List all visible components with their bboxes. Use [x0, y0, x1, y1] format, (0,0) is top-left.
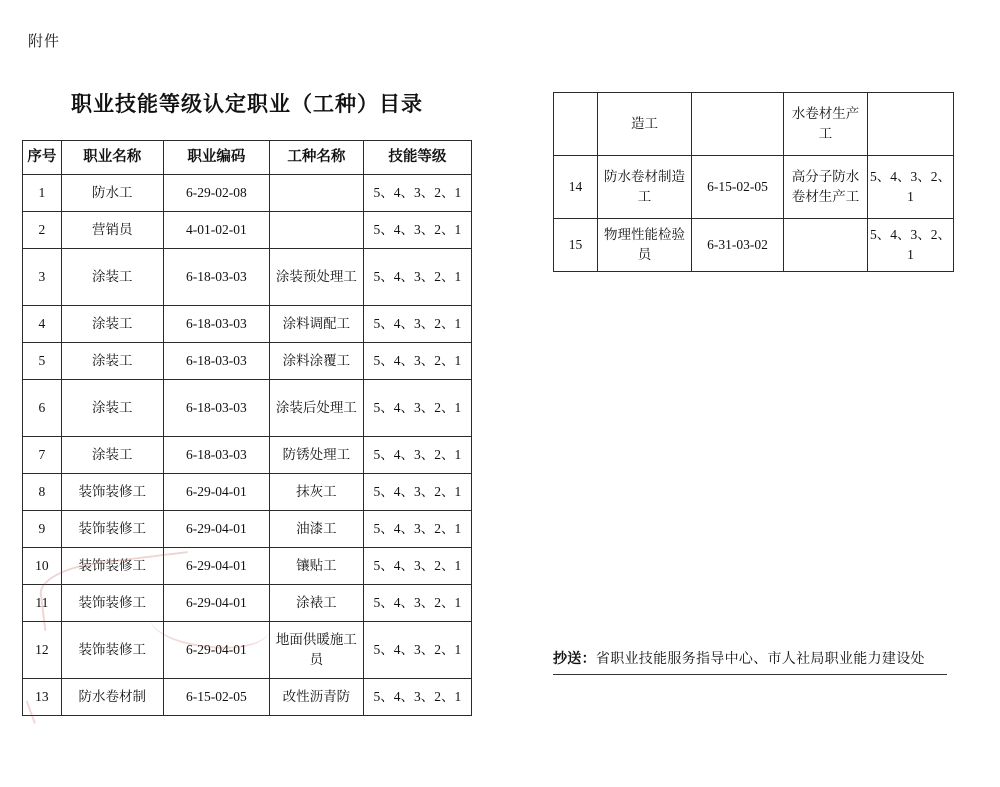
cell-job: 涂装预处理工 — [269, 249, 363, 306]
cell-job: 改性沥青防 — [269, 679, 363, 716]
table-row — [554, 156, 954, 219]
cell-name: 装饰装修工 — [61, 585, 163, 622]
cell-code: 6-18-03-03 — [163, 249, 269, 306]
cell-job: 防锈处理工 — [269, 437, 363, 474]
cell-no: 6 — [23, 380, 62, 437]
cell-name: 涂装工 — [61, 306, 163, 343]
cell-name: 涂装工 — [61, 343, 163, 380]
cell-level: 5、4、3、2、1 — [363, 548, 471, 585]
cell-level: 5、4、3、2、1 — [363, 585, 471, 622]
cell-code: 6-15-02-05 — [692, 156, 784, 219]
cell-code: 6-29-04-01 — [163, 548, 269, 585]
cell-no: 8 — [23, 474, 62, 511]
cell-no: 12 — [23, 622, 62, 679]
cell-job: 地面供暖施工员 — [269, 622, 363, 679]
cell-name: 装饰装修工 — [61, 622, 163, 679]
cell-code: 6-15-02-05 — [163, 679, 269, 716]
cell-no: 10 — [23, 548, 62, 585]
table-row — [554, 219, 954, 272]
cell-name: 装饰装修工 — [61, 511, 163, 548]
col-header-no: 序号 — [23, 141, 62, 175]
cell-code: 6-29-04-01 — [163, 585, 269, 622]
col-header-level: 技能等级 — [363, 141, 471, 175]
cell-no: 1 — [23, 175, 62, 212]
cell-level: 5、4、3、2、1 — [363, 306, 471, 343]
cell-level: 5、4、3、2、1 — [363, 511, 471, 548]
cell-job: 水卷材生产工 — [784, 93, 868, 156]
cell-level: 5、4、3、2、1 — [363, 249, 471, 306]
cell-code: 6-29-02-08 — [163, 175, 269, 212]
cell-name: 物理性能检验员 — [598, 219, 692, 272]
cell-code: 6-29-04-01 — [163, 474, 269, 511]
cell-level: 5、4、3、2、1 — [868, 219, 954, 272]
cell-job: 高分子防水卷材生产工 — [784, 156, 868, 219]
cell-level: 5、4、3、2、1 — [363, 343, 471, 380]
cell-job — [269, 212, 363, 249]
cell-no: 15 — [554, 219, 598, 272]
occupation-catalog-table — [22, 140, 472, 716]
cell-name: 防水工 — [61, 175, 163, 212]
cell-no: 4 — [23, 306, 62, 343]
cell-code: 6-18-03-03 — [163, 380, 269, 437]
distribution-note — [553, 648, 947, 675]
table-row — [23, 679, 472, 716]
col-header-job: 工种名称 — [269, 141, 363, 175]
cell-no: 5 — [23, 343, 62, 380]
cell-no: 2 — [23, 212, 62, 249]
cell-no — [554, 93, 598, 156]
cell-code: 6-18-03-03 — [163, 343, 269, 380]
col-header-name: 职业名称 — [61, 141, 163, 175]
cell-name: 涂装工 — [61, 249, 163, 306]
cell-name: 装饰装修工 — [61, 548, 163, 585]
cell-no: 13 — [23, 679, 62, 716]
distribution-note-text: 省职业技能服务指导中心、市人社局职业能力建设处 — [595, 652, 925, 667]
attachment-label: 附件 — [28, 34, 61, 50]
cell-job: 涂装后处理工 — [269, 380, 363, 437]
table-row — [554, 93, 954, 156]
cell-level: 5、4、3、2、1 — [363, 175, 471, 212]
cell-job: 抹灰工 — [269, 474, 363, 511]
cell-code: 6-29-04-01 — [163, 511, 269, 548]
cell-level: 5、4、3、2、1 — [363, 380, 471, 437]
cell-name: 涂装工 — [61, 437, 163, 474]
cell-no: 9 — [23, 511, 62, 548]
cell-level: 5、4、3、2、1 — [363, 474, 471, 511]
cell-no: 14 — [554, 156, 598, 219]
cell-level: 5、4、3、2、1 — [363, 679, 471, 716]
cell-level — [868, 93, 954, 156]
cell-level: 5、4、3、2、1 — [868, 156, 954, 219]
table-row — [23, 306, 472, 343]
cell-no: 3 — [23, 249, 62, 306]
cell-job — [269, 175, 363, 212]
cell-job — [784, 219, 868, 272]
table-row — [23, 585, 472, 622]
table-row — [23, 212, 472, 249]
cell-code: 6-18-03-03 — [163, 306, 269, 343]
table-row — [23, 437, 472, 474]
cell-level: 5、4、3、2、1 — [363, 622, 471, 679]
cell-code: 6-29-04-01 — [163, 622, 269, 679]
table-row — [23, 175, 472, 212]
cell-name: 防水卷材制 — [61, 679, 163, 716]
cell-job: 涂裱工 — [269, 585, 363, 622]
table-row — [23, 511, 472, 548]
cell-code: 4-01-02-01 — [163, 212, 269, 249]
cell-job: 涂料涂覆工 — [269, 343, 363, 380]
cell-no: 11 — [23, 585, 62, 622]
cell-code — [692, 93, 784, 156]
cell-level: 5、4、3、2、1 — [363, 437, 471, 474]
page-title: 职业技能等级认定职业（工种）目录 — [71, 92, 423, 116]
left-column — [22, 88, 472, 716]
table-row — [23, 343, 472, 380]
table-row — [23, 249, 472, 306]
cell-name: 装饰装修工 — [61, 474, 163, 511]
cell-code: 6-18-03-03 — [163, 437, 269, 474]
occupation-catalog-table-continued — [553, 92, 954, 272]
cell-job: 镶贴工 — [269, 548, 363, 585]
table-row — [23, 548, 472, 585]
cell-no: 7 — [23, 437, 62, 474]
cell-code: 6-31-03-02 — [692, 219, 784, 272]
cell-name: 造工 — [598, 93, 692, 156]
cell-name: 涂装工 — [61, 380, 163, 437]
cell-name: 防水卷材制造工 — [598, 156, 692, 219]
table-row — [23, 474, 472, 511]
table-row — [23, 380, 472, 437]
cell-name: 营销员 — [61, 212, 163, 249]
cell-job: 油漆工 — [269, 511, 363, 548]
table-header-row — [23, 141, 472, 175]
table-row — [23, 622, 472, 679]
cell-level: 5、4、3、2、1 — [363, 212, 471, 249]
cell-job: 涂料调配工 — [269, 306, 363, 343]
distribution-note-label: 抄送： — [553, 652, 596, 667]
col-header-code: 职业编码 — [163, 141, 269, 175]
right-column — [553, 92, 953, 272]
